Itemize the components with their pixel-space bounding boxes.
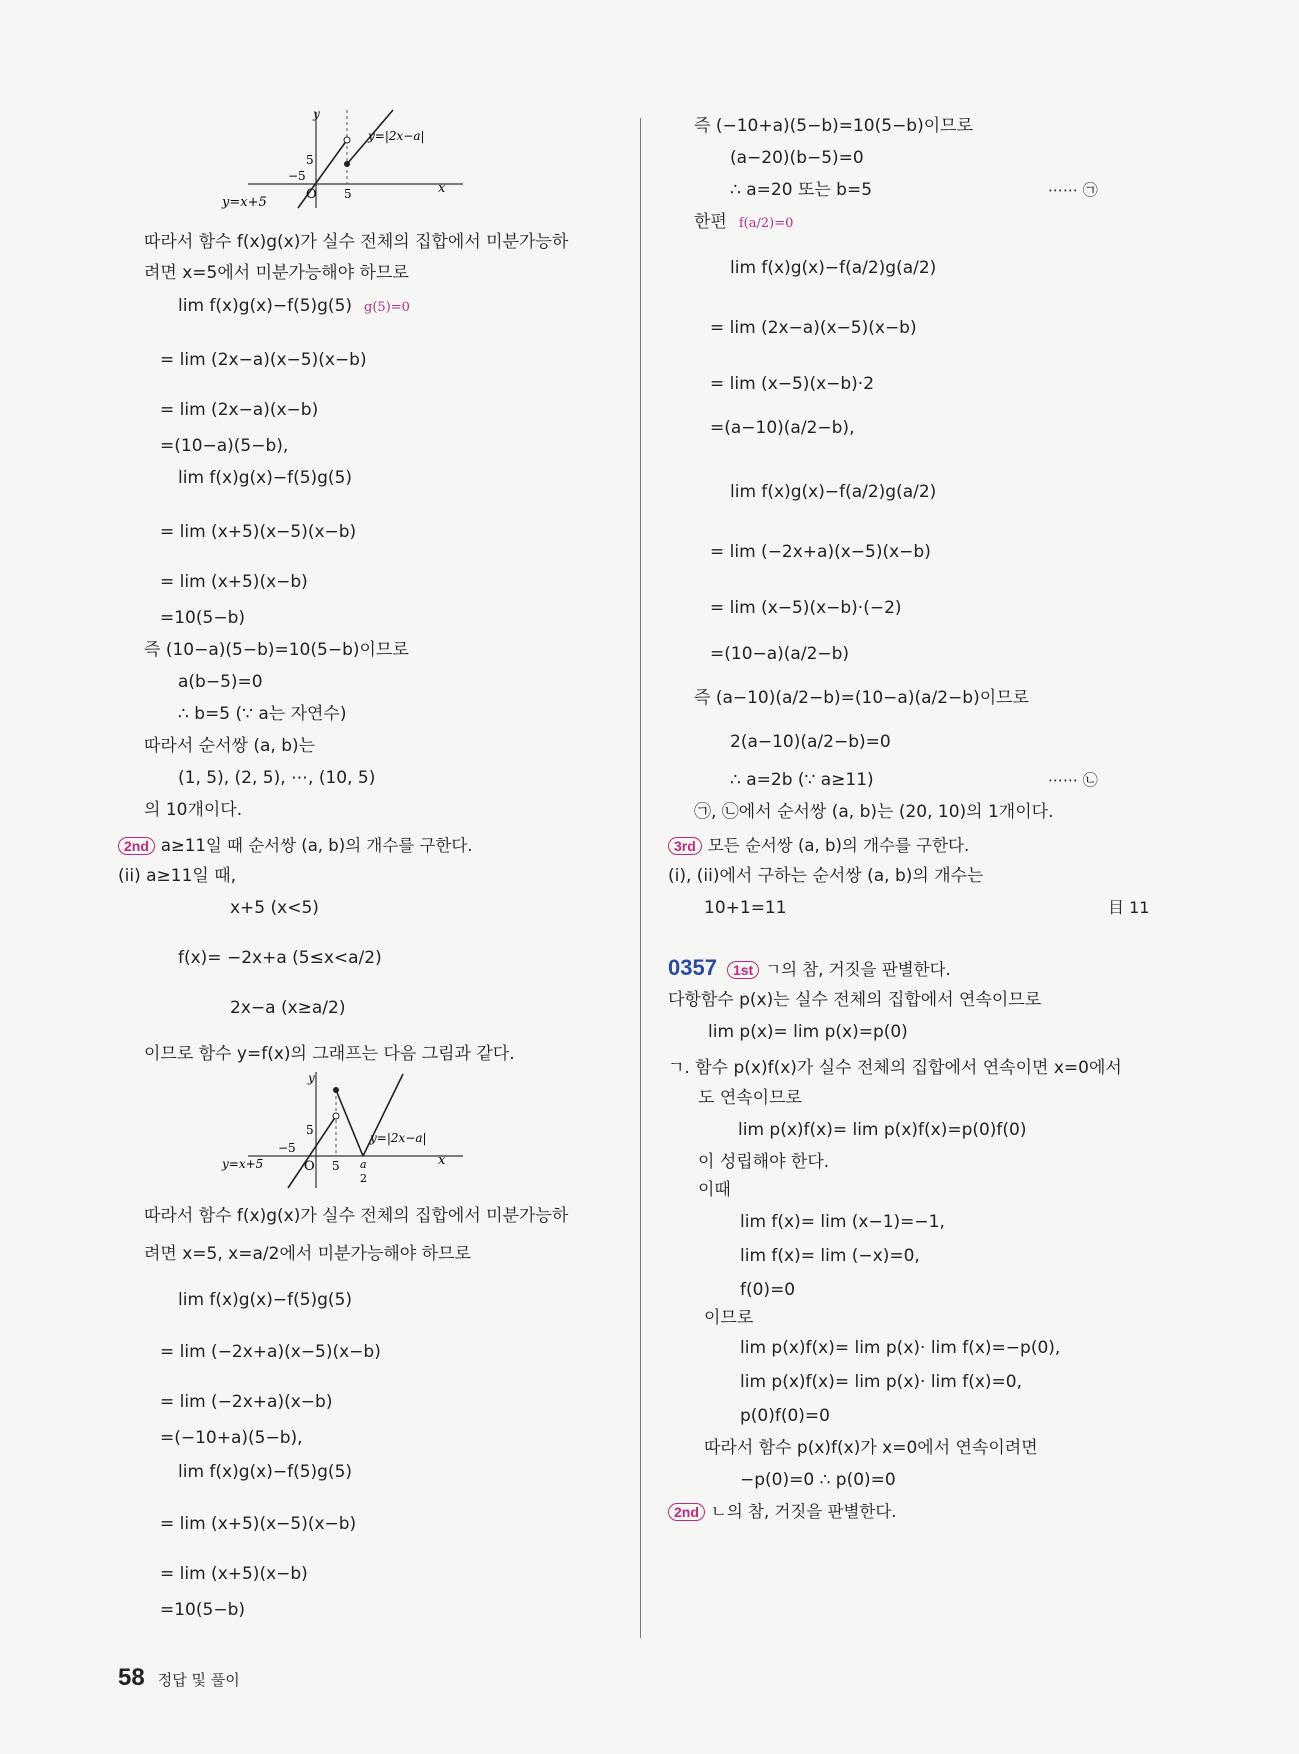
line-text: lim f(x)g(x)−f(a/2)g(a/2) (730, 482, 937, 502)
left-line (160, 348, 367, 372)
right-line (710, 596, 902, 620)
line-text: lim f(x)g(x)−f(5)g(5) (178, 1462, 353, 1482)
right-line (740, 1278, 795, 1302)
line-text: = lim (−2x+a)(x−5)(x−b) (710, 542, 931, 562)
line-text: 려면 x=5에서 미분가능해야 하므로 (144, 263, 409, 283)
g2-label-0: y (308, 1071, 315, 1085)
left-line (118, 834, 473, 858)
right-line (704, 896, 1150, 920)
right-line (668, 864, 983, 888)
right-line (698, 1178, 731, 1202)
left-line (160, 1512, 356, 1536)
right-line (694, 800, 1053, 824)
right-line (694, 210, 793, 236)
line-text: 려면 x=5, x=a/2에서 미분가능해야 하므로 (144, 1244, 471, 1264)
right-line (668, 1500, 897, 1524)
left-line (160, 570, 308, 594)
line-text: lim f(x)= lim (x−1)=−1, (740, 1212, 945, 1232)
line-text: −p(0)=0 ∴ p(0)=0 (740, 1470, 896, 1490)
line-text: ∴ b=5 (∵ a는 자연수) (178, 704, 347, 724)
right-line (730, 730, 891, 754)
line-text: 다항함수 p(x)는 실수 전체의 집합에서 연속이므로 (668, 990, 1042, 1010)
line-text: 따라서 함수 p(x)f(x)가 x=0에서 연속이려면 (704, 1438, 1038, 1458)
left-line (178, 1460, 352, 1484)
margin-note: g(5)=0 (364, 300, 410, 315)
equation-mark: ⋯⋯ ㉡ (1048, 771, 1098, 789)
line-text: (1, 5), (2, 5), ⋯, (10, 5) (178, 768, 376, 788)
left-line (144, 230, 568, 254)
left-line (144, 1242, 471, 1266)
line-text: 따라서 함수 f(x)g(x)가 실수 전체의 집합에서 미분가능하 (144, 232, 569, 252)
line-text: 10+1=11 (704, 898, 787, 918)
graph-1 (218, 108, 478, 220)
line-text: a≥11일 때 순서쌍 (a, b)의 개수를 구한다. (160, 836, 473, 855)
line-text: 따라서 순서쌍 (a, b)는 (144, 736, 316, 756)
g1-label-7: y=x+5 (222, 195, 267, 210)
left-line (160, 398, 318, 422)
line-text: = lim (2x−a)(x−b) (160, 400, 319, 420)
line-text: =10(5−b) (160, 1600, 245, 1620)
right-line (710, 540, 931, 564)
line-text: 모든 순서쌍 (a, b)의 개수를 구한다. (707, 836, 970, 855)
line-text: = lim (−2x+a)(x−5)(x−b) (160, 1342, 381, 1362)
left-figure-g2 (218, 1070, 478, 1197)
right-line (704, 1436, 1038, 1460)
line-text: 의 10개이다. (144, 800, 243, 820)
right-line (668, 988, 1041, 1012)
left-line (230, 896, 319, 920)
right-line (694, 686, 1029, 710)
right-line (740, 1404, 830, 1428)
answer-box: 目 11 (1108, 898, 1150, 917)
g2-label-2: −5 (278, 1141, 296, 1155)
line-text: 한편 (694, 212, 727, 232)
line-text: lim f(x)g(x)−f(5)g(5) (178, 296, 353, 316)
left-line (160, 1390, 332, 1414)
right-line (730, 480, 936, 504)
line-text: =(10−a)(a/2−b) (710, 644, 850, 664)
right-line (710, 316, 917, 340)
line-text: 이 성립해야 한다. (698, 1152, 830, 1172)
left-line (178, 466, 352, 490)
line-text: =10(5−b) (160, 608, 245, 628)
left-line (160, 520, 356, 544)
right-line (730, 178, 1098, 202)
line-text: lim p(x)= lim p(x)=p(0) (708, 1022, 908, 1042)
g1-label-5: 5 (344, 187, 352, 201)
g1-label-1: y=|2x−a| (368, 129, 425, 143)
g2-label-9: y=x+5 (222, 1157, 264, 1171)
left-line (160, 1426, 303, 1450)
line-text: 즉 (10−a)(5−b)=10(5−b)이므로 (144, 640, 409, 660)
g1-label-4: O (306, 187, 317, 202)
right-line (738, 1118, 1027, 1142)
page-number: 58 (118, 1664, 145, 1691)
line-text: lim p(x)f(x)= lim p(x)f(x)=p(0)f(0) (738, 1120, 1027, 1140)
column-divider (640, 118, 641, 1638)
g2-label-5: a (360, 1158, 367, 1171)
left-line (144, 1204, 568, 1228)
line-text: lim f(x)g(x)−f(5)g(5) (178, 468, 353, 488)
right-line (740, 1336, 1060, 1360)
line-text: 즉 (−10+a)(5−b)=10(5−b)이므로 (694, 116, 974, 136)
line-text: (i), (ii)에서 구하는 순서쌍 (a, b)의 개수는 (668, 866, 984, 886)
left-line (230, 996, 345, 1020)
line-text: lim p(x)f(x)= lim p(x)· lim f(x)=−p(0), (740, 1338, 1061, 1358)
right-line (740, 1370, 1022, 1394)
line-text: 이므로 함수 y=f(x)의 그래프는 다음 그림과 같다. (144, 1044, 515, 1064)
problem-number: 0357 (668, 955, 717, 980)
line-text: f(x)= −2x+a (5≤x<a/2) (178, 948, 382, 968)
left-line (178, 1288, 352, 1312)
line-text: lim f(x)= lim (−x)=0, (740, 1246, 920, 1266)
left-line (144, 734, 315, 758)
line-text: 이때 (698, 1180, 731, 1200)
line-text: ∴ a=2b (∵ a≥11) (730, 770, 874, 790)
line-text: ㄴ의 참, 거짓을 판별한다. (710, 1502, 897, 1521)
g1-label-6: x (438, 181, 446, 196)
left-line (178, 294, 410, 320)
left-line (160, 1598, 245, 1622)
line-text: lim f(x)g(x)−f(a/2)g(a/2) (730, 258, 937, 278)
line-text: lim p(x)f(x)= lim p(x)· lim f(x)=0, (740, 1372, 1023, 1392)
line-text: 따라서 함수 f(x)g(x)가 실수 전체의 집합에서 미분가능하 (144, 1206, 569, 1226)
line-text: =(10−a)(5−b), (160, 436, 289, 456)
right-line (740, 1244, 920, 1268)
g2-label-3: O (304, 1159, 315, 1174)
g1-label-3: −5 (288, 169, 306, 183)
right-line (704, 1306, 753, 1330)
equation-mark: ⋯⋯ ㉠ (1048, 181, 1098, 199)
left-line (144, 798, 242, 822)
left-line (160, 606, 245, 630)
right-line (730, 768, 1098, 792)
line-text: = lim (x−5)(x−b)·2 (710, 374, 875, 394)
step-badge: 2nd (118, 837, 155, 855)
graph-2 (218, 1070, 478, 1190)
right-line (740, 1468, 896, 1492)
line-text: ㄱ의 참, 거짓을 판별한다. (765, 960, 951, 979)
left-line (118, 864, 236, 888)
left-line (160, 1562, 308, 1586)
left-line (144, 638, 409, 662)
line-text: 즉 (a−10)(a/2−b)=(10−a)(a/2−b)이므로 (694, 688, 1029, 708)
right-line (698, 1086, 802, 1110)
line-text: = lim (2x−a)(x−5)(x−b) (710, 318, 917, 338)
left-line (160, 1340, 381, 1364)
line-text: x+5 (x<5) (230, 898, 319, 918)
g2-label-7: x (438, 1153, 446, 1168)
margin-note: f(a/2)=0 (738, 216, 794, 231)
line-text: p(0)f(0)=0 (740, 1406, 830, 1426)
line-text: 2(a−10)(a/2−b)=0 (730, 732, 891, 752)
left-line (178, 670, 263, 694)
right-line (710, 416, 854, 440)
line-text: lim f(x)g(x)−f(5)g(5) (178, 1290, 353, 1310)
g2-label-6: 2 (360, 1172, 367, 1185)
right-line (730, 146, 864, 170)
line-text: = lim (2x−a)(x−5)(x−b) (160, 350, 367, 370)
line-text: = lim (−2x+a)(x−b) (160, 1392, 333, 1412)
line-text: =(−10+a)(5−b), (160, 1428, 303, 1448)
line-text: ∴ a=20 또는 b=5 (730, 180, 873, 200)
line-text: ㉠, ㉡에서 순서쌍 (a, b)는 (20, 10)의 1개이다. (694, 802, 1054, 822)
g2-label-8: y=|2x−a| (370, 1131, 427, 1145)
page-section-title: 정답 및 풀이 (157, 1671, 240, 1689)
line-text: = lim (x+5)(x−5)(x−b) (160, 1514, 357, 1534)
right-line (694, 114, 973, 138)
line-text: (a−20)(b−5)=0 (730, 148, 864, 168)
right-line (708, 1020, 908, 1044)
left-line (144, 261, 409, 285)
line-text: 2x−a (x≥a/2) (230, 998, 346, 1018)
left-line (160, 434, 288, 458)
line-text: (ii) a≥11일 때, (118, 866, 237, 886)
right-line (668, 956, 951, 982)
line-text: = lim (x+5)(x−b) (160, 572, 308, 592)
line-text: = lim (x+5)(x−b) (160, 1564, 308, 1584)
line-text: = lim (x−5)(x−b)·(−2) (710, 598, 902, 618)
g2-label-4: 5 (332, 1159, 340, 1173)
step-badge: 2nd (668, 1503, 705, 1521)
line-text: 도 연속이므로 (698, 1088, 802, 1108)
line-text: =(a−10)(a/2−b), (710, 418, 855, 438)
g1-label-2: 5 (306, 153, 314, 167)
line-text: = lim (x+5)(x−5)(x−b) (160, 522, 357, 542)
left-line (178, 702, 346, 726)
line-text: f(0)=0 (740, 1280, 796, 1300)
right-line (730, 256, 936, 280)
left-figure-g1 (218, 108, 478, 227)
right-line (668, 834, 969, 858)
left-line (144, 1042, 515, 1066)
right-line (668, 1056, 1122, 1080)
g1-label-0: y (313, 108, 320, 121)
left-line (178, 766, 375, 790)
right-line (710, 372, 874, 396)
line-text: ㄱ. 함수 p(x)f(x)가 실수 전체의 집합에서 연속이면 x=0에서 (668, 1058, 1122, 1078)
step-badge: 3rd (668, 837, 702, 855)
right-line (740, 1210, 945, 1234)
right-line (710, 642, 849, 666)
step-badge: 1st (727, 961, 759, 979)
line-text: 이므로 (704, 1308, 754, 1328)
g2-label-1: 5 (306, 1123, 314, 1137)
line-text: a(b−5)=0 (178, 672, 263, 692)
left-line (178, 946, 382, 970)
page-footer (118, 1664, 240, 1692)
right-line (698, 1150, 829, 1174)
